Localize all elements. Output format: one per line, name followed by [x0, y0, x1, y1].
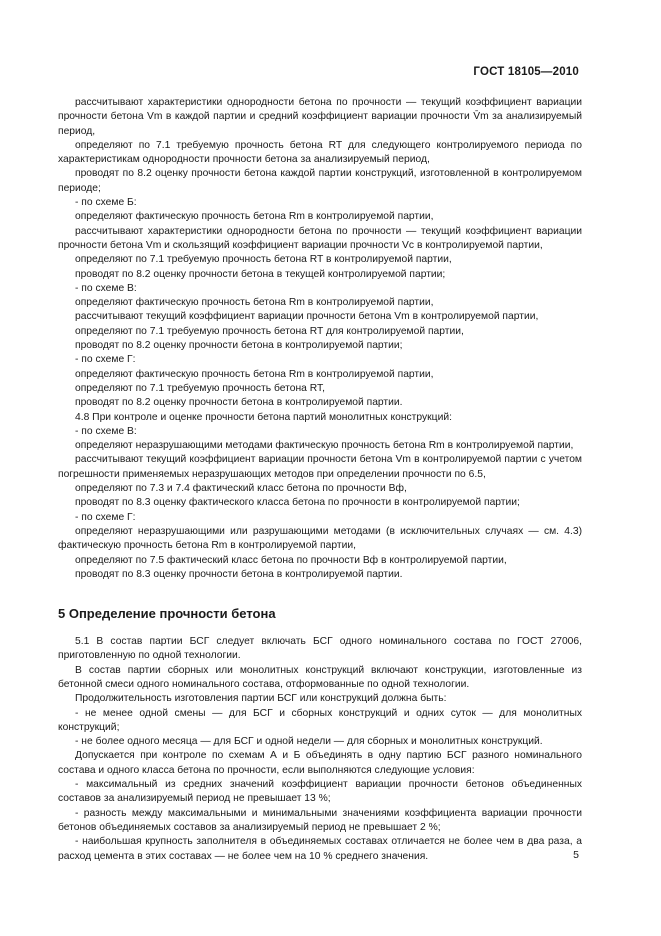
clause-5-1: 5.1 В состав партии БСГ следует включать БСГ одного номинального состава по ГОСТ 27006, приготовленную по одной технологии. [58, 636, 582, 662]
list-item: - максимальный из средних значений коэффициент вариации прочности бетонов объединенных составов за анализируемый период не превышает 13 %; [58, 779, 582, 805]
paragraph: определяют по 7.5 фактический класс бетона по прочности Bф в контролируемой партии, [75, 554, 507, 566]
paragraph: проводят по 8.2 оценку прочности бетона в контролируемой партии. [75, 397, 403, 409]
list-item: - разность между максимальными и минимальными значениями коэффициента вариации прочности бетонов объединяемых составов за анализируемый период не превышает 2 %; [58, 807, 582, 833]
scheme-label: - по схеме В: [75, 425, 137, 437]
scheme-label: - по схеме В: [75, 282, 137, 294]
clause-4-8: 4.8 При контроле и оценке прочности бетона партий монолитных конструкций: [75, 411, 452, 423]
page-number: 5 [573, 849, 579, 861]
paragraph: определяют фактическую прочность бетона Rm в контролируемой партии, [75, 368, 434, 380]
list-item: - наибольшая крупность заполнителя в объединяемых составах отличается не более чем в два раза, а расход цемента в этих составах — не более чем на 10 % среднего значения. [58, 836, 582, 862]
paragraph: определяют по 7.1 требуемую прочность бетона RT, [75, 382, 326, 394]
paragraph: определяют неразрушающими или разрушающими методами (в исключительных случаях — см. 4.3) фактическую прочность бетона Rm в контролируемой партии, [58, 525, 582, 552]
paragraph: проводят по 8.2 оценку прочности бетона каждой партии конструкций, изготовленной в контролируемом периоде; [58, 168, 582, 194]
paragraph: Продолжительность изготовления партии БСГ или конструкций должна быть: [75, 693, 447, 705]
paragraph: проводят по 8.3 оценку прочности бетона в контролируемой партии. [75, 568, 403, 580]
paragraph: рассчитывают текущий коэффициент вариации прочности бетона Vm в контролируемой партии с учетом погрешности применяемых неразрушающих методов при определении прочности по 6.5, [58, 454, 582, 480]
paragraph: рассчитывают характеристики однородности бетона по прочности — текущий коэффициент вариации прочности бетона Vm и скользящий коэффициент вариации прочности Vc в контролируемой партии, [58, 225, 582, 251]
paragraph: проводят по 8.2 оценку прочности бетона в текущей контролируемой партии; [75, 268, 446, 280]
paragraph: рассчитывают текущий коэффициент вариации прочности бетона Vm в контролируемой партии, [75, 311, 539, 323]
paragraph: проводят по 8.3 оценку фактического класса бетона по прочности в контролируемой партии; [75, 497, 520, 509]
scheme-label: - по схеме Г: [75, 354, 136, 366]
document-body [58, 96, 582, 864]
paragraph: определяют по 7.3 и 7.4 фактический класс бетона по прочности Bф, [75, 483, 407, 495]
scheme-label: - по схеме Б: [75, 197, 137, 209]
list-item: - не менее одной смены — для БСГ и сборных конструкций и одних суток — для монолитных конструкций; [58, 707, 582, 733]
paragraph: Допускается при контроле по схемам А и Б объединять в одну партию БСГ разного номинального состава и одного класса бетона по прочности, если выполняются следующие условия: [58, 750, 582, 776]
paragraph: определяют фактическую прочность бетона Rm в контролируемой партии, [75, 211, 434, 223]
section-heading: 5 Определение прочности бетона [58, 606, 276, 622]
document-header: ГОСТ 18105—2010 [473, 66, 579, 78]
paragraph: проводят по 8.2 оценку прочности бетона в контролируемой партии; [75, 340, 403, 352]
scheme-label: - по схеме Г: [75, 511, 136, 523]
paragraph: определяют по 7.1 требуемую прочность бетона RT для контролируемой партии, [75, 325, 464, 337]
paragraph: В состав партии сборных или монолитных конструкций включают конструкции, изготовленные из бетонной смеси одного номинального состава, отформованные по одной технологии. [58, 664, 582, 690]
paragraph: определяют по 7.1 требуемую прочность бетона RT для следующего контролируемого периода по характеристикам однородности прочности бетона за анализируемый период, [58, 139, 582, 166]
paragraph: рассчитывают характеристики однородности бетона по прочности — текущий коэффициент вариации прочности бетона Vm в каждой партии и средний коэффициент вариации прочности V̄m за анализируемый период, [58, 97, 582, 137]
paragraph: определяют по 7.1 требуемую прочность бетона RT в контролируемой партии, [75, 254, 452, 266]
paragraph: определяют неразрушающими методами фактическую прочность бетона Rm в контролируемой партии, [75, 440, 574, 452]
list-item: - не более одного месяца — для БСГ и одной недели — для сборных и монолитных конструкций. [75, 736, 543, 748]
paragraph: определяют фактическую прочность бетона Rm в контролируемой партии, [75, 297, 434, 309]
